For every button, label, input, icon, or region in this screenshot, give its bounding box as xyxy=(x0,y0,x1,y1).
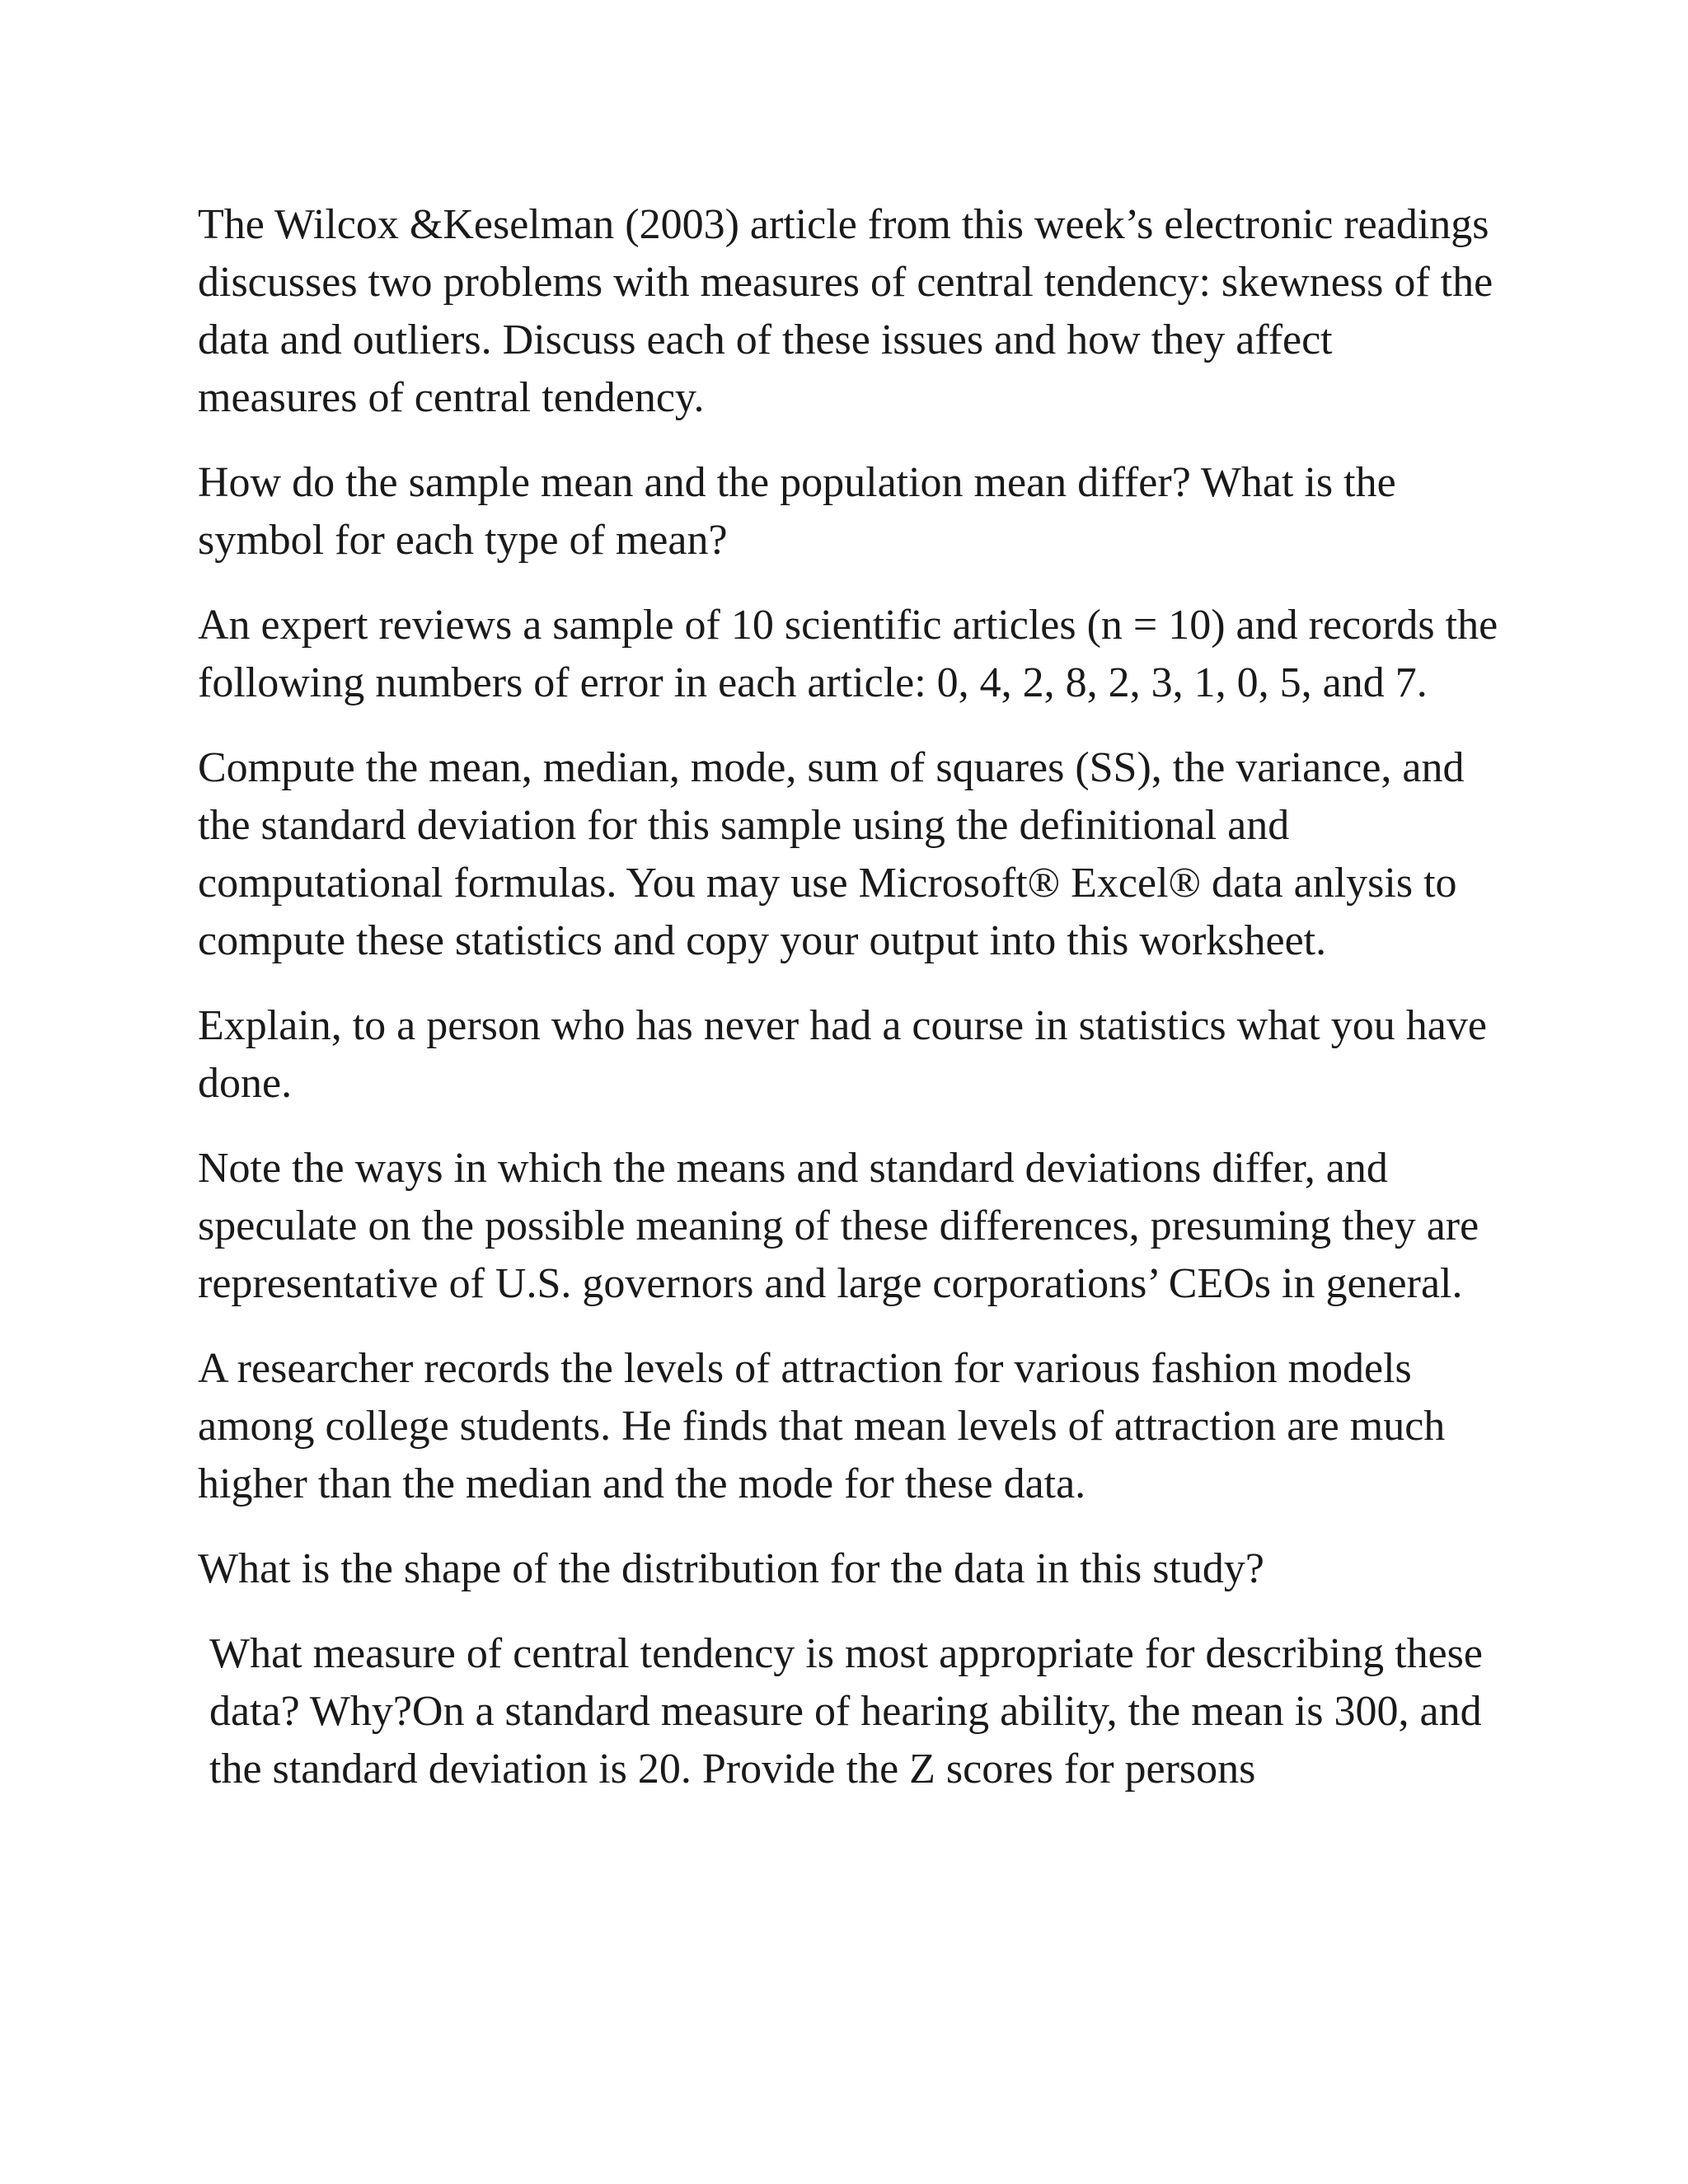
paragraph-article-errors-sample: An expert reviews a sample of 10 scientific articles (n = 10) and records the following numbers of error in each article: 0, 4, 2, 8, 2, 3, 1, 0, 5, and 7. xyxy=(198,602,1498,706)
paragraph-distribution-shape: What is the shape of the distribution for the data in this study? xyxy=(198,1545,1264,1592)
paragraph-means-sd-differences: Note the ways in which the means and standard deviations differ, and speculate on the possible meaning of these differences, presuming they are representative of U.S. governors and large corporations’ CEOs in general. xyxy=(198,1145,1479,1307)
paragraph-compute-statistics: Compute the mean, median, mode, sum of squares (SS), the variance, and the standard deviation for this sample using the definitional and computational formulas. You may use Microsoft® Excel® data anlysis to compute these statistics and copy your output into this worksheet. xyxy=(198,744,1465,964)
paragraph-sample-vs-population-mean: How do the sample mean and the population mean differ? What is the symbol for each type of mean? xyxy=(198,459,1396,564)
document-body xyxy=(198,196,1500,1825)
paragraph-measure-and-z-scores: What measure of central tendency is most appropriate for describing these data? Why?On a standard measure of hearing ability, the mean is 300, and the standard deviation is 20. Provide the Z scores for persons xyxy=(209,1630,1483,1793)
paragraph-fashion-models-study: A researcher records the levels of attraction for various fashion models among college students. He finds that mean levels of attraction are much higher than the median and the mode for these data. xyxy=(198,1345,1446,1507)
paragraph-central-tendency-problems: The Wilcox &Keselman (2003) article from this week’s electronic readings discusses two problems with measures of central tendency: skewness of the data and outliers. Discuss each of these issues and how they affect measures of central tendency. xyxy=(198,201,1493,421)
paragraph-explain-to-layperson: Explain, to a person who has never had a course in statistics what you have done. xyxy=(198,1002,1487,1107)
